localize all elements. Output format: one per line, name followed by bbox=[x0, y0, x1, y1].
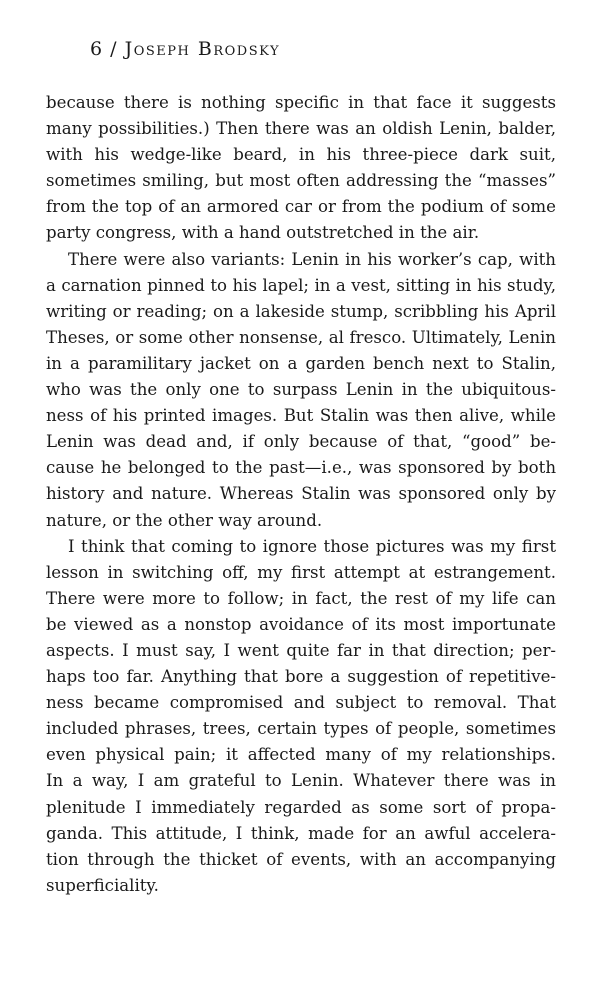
text-line: writing or reading; on a lakeside stump, scribbling his April bbox=[46, 301, 556, 321]
text-line: be viewed as a nonstop avoidance of its most importunate bbox=[46, 614, 556, 634]
text-line: aspects. I must say, I went quite far in that direction; per- bbox=[46, 640, 556, 660]
text-line: plenitude I immediately regarded as some sort of propa- bbox=[46, 797, 556, 817]
text-line: because there is nothing specific in that face it suggests bbox=[46, 93, 556, 112]
paragraph bbox=[46, 247, 556, 534]
text-line: history and nature. Whereas Stalin was sponsored only by bbox=[46, 484, 556, 504]
text-line: Theses, or some other nonsense, al fresco. Ultimately, Lenin bbox=[46, 327, 556, 347]
text-line: lesson in switching off, my first attempt at estrangement. bbox=[46, 562, 556, 582]
text-line: with his wedge-like beard, in his three-piece dark suit, bbox=[46, 145, 556, 165]
text-line: who was the only one to surpass Lenin in the ubiquitous- bbox=[46, 380, 556, 400]
text-line: There were also variants: Lenin in his worker’s cap, with bbox=[68, 249, 556, 269]
running-head-separator: / bbox=[110, 38, 118, 60]
text-line: ness became compromised and subject to removal. That bbox=[46, 693, 556, 713]
text-line: superficiality. bbox=[46, 875, 159, 895]
text-line: nature, or the other way around. bbox=[46, 510, 323, 530]
running-head bbox=[90, 38, 280, 60]
text-line: a carnation pinned to his lapel; in a vest, sitting in his study, bbox=[46, 275, 556, 295]
page-number: 6 bbox=[90, 38, 104, 60]
text-line: In a way, I am grateful to Lenin. Whatever there was in bbox=[46, 771, 556, 791]
text-line: tion through the thicket of events, with an accompanying bbox=[46, 849, 556, 869]
text-line: sometimes smiling, but most often addressing the “masses” bbox=[46, 171, 556, 191]
text-line: Lenin was dead and, if only because of that, “good” be- bbox=[46, 432, 556, 452]
text-line: I think that coming to ignore those pictures was my first bbox=[68, 536, 556, 556]
paragraph bbox=[46, 534, 556, 899]
text-line: ness of his printed images. But Stalin was then alive, while bbox=[46, 406, 556, 426]
text-line: cause he belonged to the past—i.e., was sponsored by both bbox=[46, 458, 556, 478]
text-line: party congress, with a hand outstretched in the air. bbox=[46, 223, 480, 243]
paragraph bbox=[46, 90, 556, 247]
body-text bbox=[46, 90, 556, 899]
text-line: haps too far. Anything that bore a suggestion of repetitive- bbox=[46, 667, 556, 687]
text-line: ganda. This attitude, I think, made for an awful accelera- bbox=[46, 823, 556, 843]
text-line: There were more to follow; in fact, the rest of my life can bbox=[46, 588, 556, 608]
text-line: even physical pain; it affected many of my relationships. bbox=[46, 745, 556, 765]
text-line: in a paramilitary jacket on a garden bench next to Stalin, bbox=[46, 353, 556, 373]
running-head-author: Joseph Brodsky bbox=[124, 38, 281, 60]
text-line: from the top of an armored car or from the podium of some bbox=[46, 197, 556, 217]
text-line: many possibilities.) Then there was an oldish Lenin, balder, bbox=[46, 119, 556, 139]
text-line: included phrases, trees, certain types of people, sometimes bbox=[46, 719, 556, 739]
